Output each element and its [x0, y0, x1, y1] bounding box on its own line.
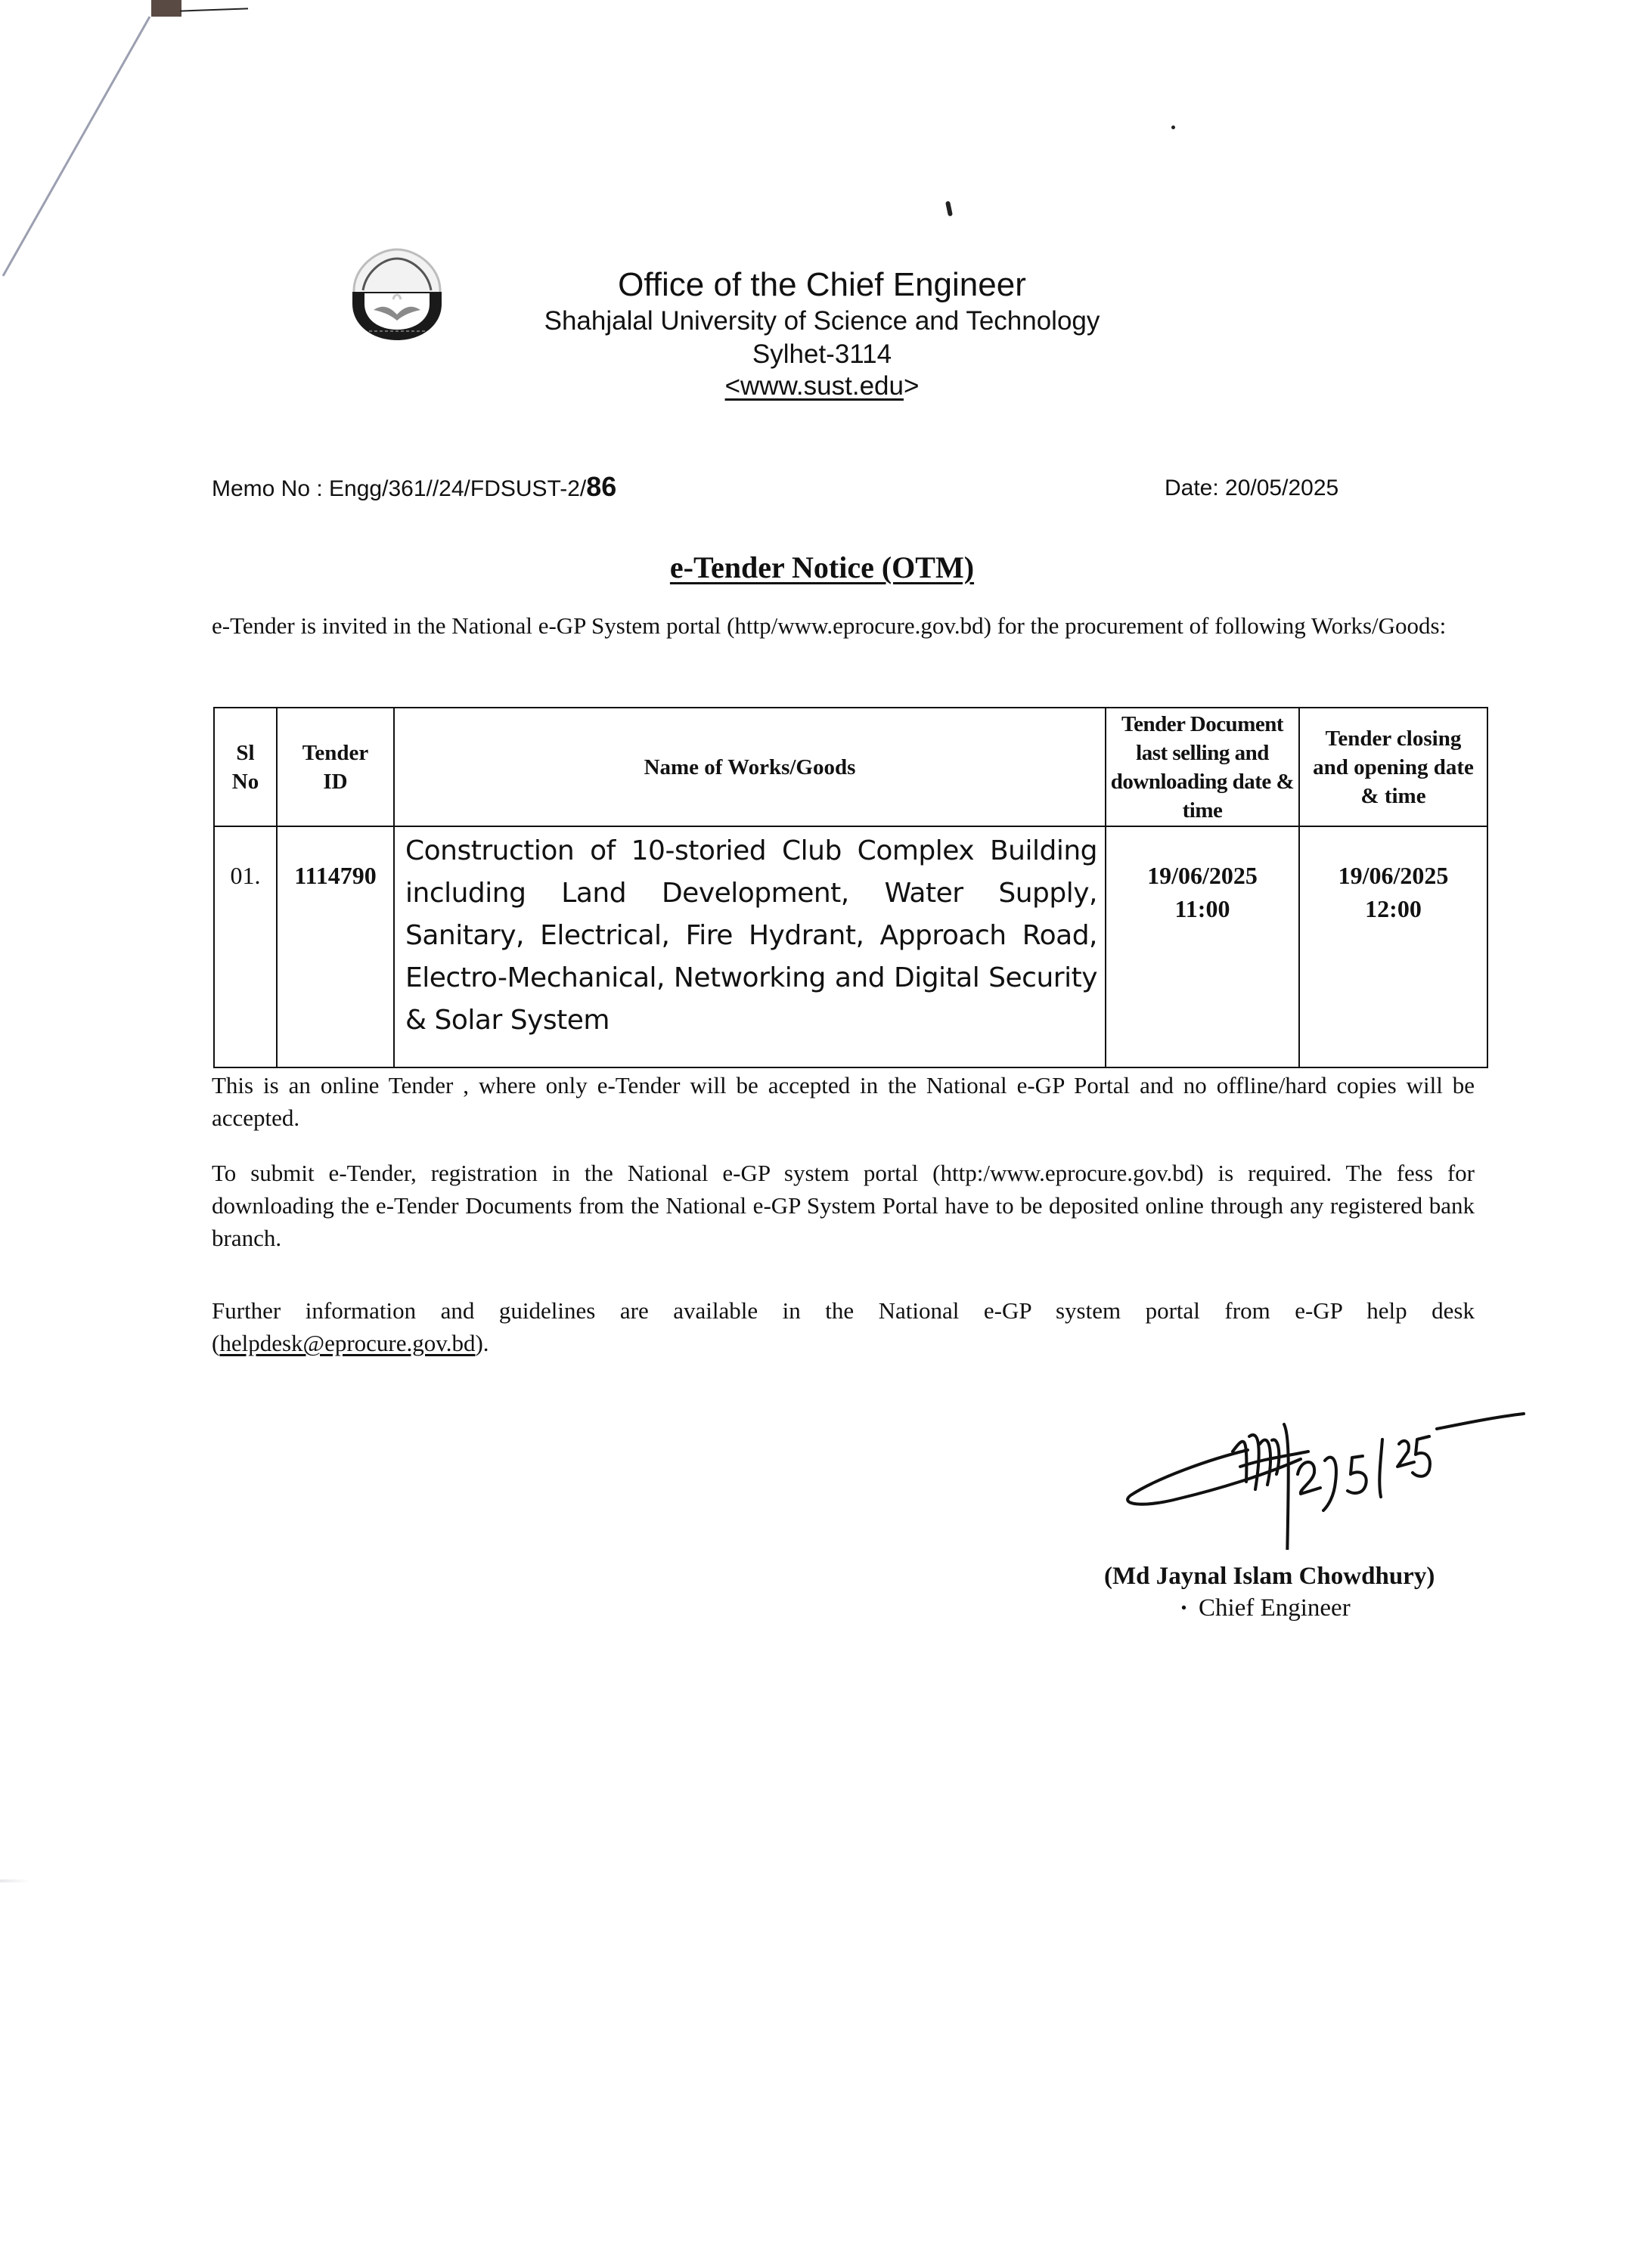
university-address: Sylhet-3114: [752, 339, 892, 369]
header-closing-date: Tender closing and opening date & time: [1299, 708, 1487, 826]
ink-mark: [945, 201, 953, 217]
cell-tender-id: 1114790: [277, 826, 394, 1067]
memo-serial: 86: [586, 471, 617, 502]
header-sl-no: Sl No: [214, 708, 277, 826]
table-row: [214, 826, 1487, 1067]
cell-doc-selling-datetime: [1106, 826, 1299, 1067]
university-website: [0, 370, 1644, 402]
signatory-name: (Md Jaynal Islam Chowdhury): [1104, 1563, 1435, 1590]
tender-table: [213, 707, 1488, 1068]
memo-date: [1165, 473, 1338, 503]
closing-time: 12:00: [1365, 895, 1422, 922]
doc-time: 11:00: [1174, 895, 1230, 922]
date-label: Date:: [1165, 476, 1226, 500]
header-works-name: Name of Works/Goods: [394, 708, 1106, 826]
helpdesk-open-paren: (: [212, 1330, 220, 1356]
online-tender-paragraph: This is an online Tender , where only e-Tender will be accepted in the National e-GP Portal and no offline/hard copies will be accepted.: [212, 1072, 1475, 1131]
registration-paragraph: To submit e-Tender, registration in the National e-GP system portal (http:/www.eprocure.gov.bd) is required. The fess for downloading the e-Tender Documents from the National e-GP System Portal have to be deposited online through any registered bank branch.: [212, 1160, 1475, 1251]
helpdesk-text: Further information and guidelines are available in the National e-GP system portal from e-GP help desk: [212, 1297, 1475, 1324]
header-tender-id: Tender ID: [277, 708, 394, 826]
website-link[interactable]: www.sust.edu: [740, 371, 904, 401]
page-fold-line: [0, 0, 197, 302]
table-header-row: [214, 708, 1487, 826]
university-name: Shahjalal University of Science and Technology: [544, 306, 1100, 336]
cell-sl-no: 01.: [214, 826, 277, 1067]
memo-label: Memo No :: [212, 476, 330, 501]
closing-date: 19/06/2025: [1338, 862, 1449, 889]
memo-number: [212, 472, 616, 504]
helpdesk-close-paren: ).: [475, 1330, 489, 1356]
doc-date: 19/06/2025: [1147, 862, 1258, 889]
intro-paragraph: e-Tender is invited in the National e-GP System portal (http/www.eprocure.gov.bd) for the procurement of following Works/Goods:: [212, 612, 1447, 639]
ink-speck: [1171, 125, 1175, 129]
notice-title-text: e-Tender Notice (OTM): [669, 550, 975, 584]
cell-closing-datetime: [1299, 826, 1487, 1067]
helpdesk-email-link[interactable]: helpdesk@eprocure.gov.bd: [219, 1330, 476, 1356]
office-title: Office of the Chief Engineer: [618, 266, 1026, 303]
header-doc-selling-date: Tender Document last selling and downloading date & time: [1106, 708, 1299, 826]
memo-ref: Engg/361//24/FDSUST-2/: [329, 476, 587, 501]
handwritten-signature: [1112, 1406, 1535, 1550]
scan-edge-shadow: [0, 1879, 30, 1882]
helpdesk-paragraph: [212, 1294, 1475, 1359]
notice-title: [0, 549, 1644, 587]
website-prefix: <: [724, 371, 741, 401]
website-suffix: >: [903, 371, 920, 401]
signatory-designation: · Chief Engineer: [1180, 1592, 1351, 1624]
cell-works-name: Construction of 10-storied Club Complex Building including Land Development, Water Supply, Sanitary, Electrical, Fire Hydrant, Approach Road, Electro-Mechanical, Networking and Digital Security & Solar System: [394, 826, 1106, 1067]
date-value: 20/05/2025: [1225, 476, 1339, 500]
